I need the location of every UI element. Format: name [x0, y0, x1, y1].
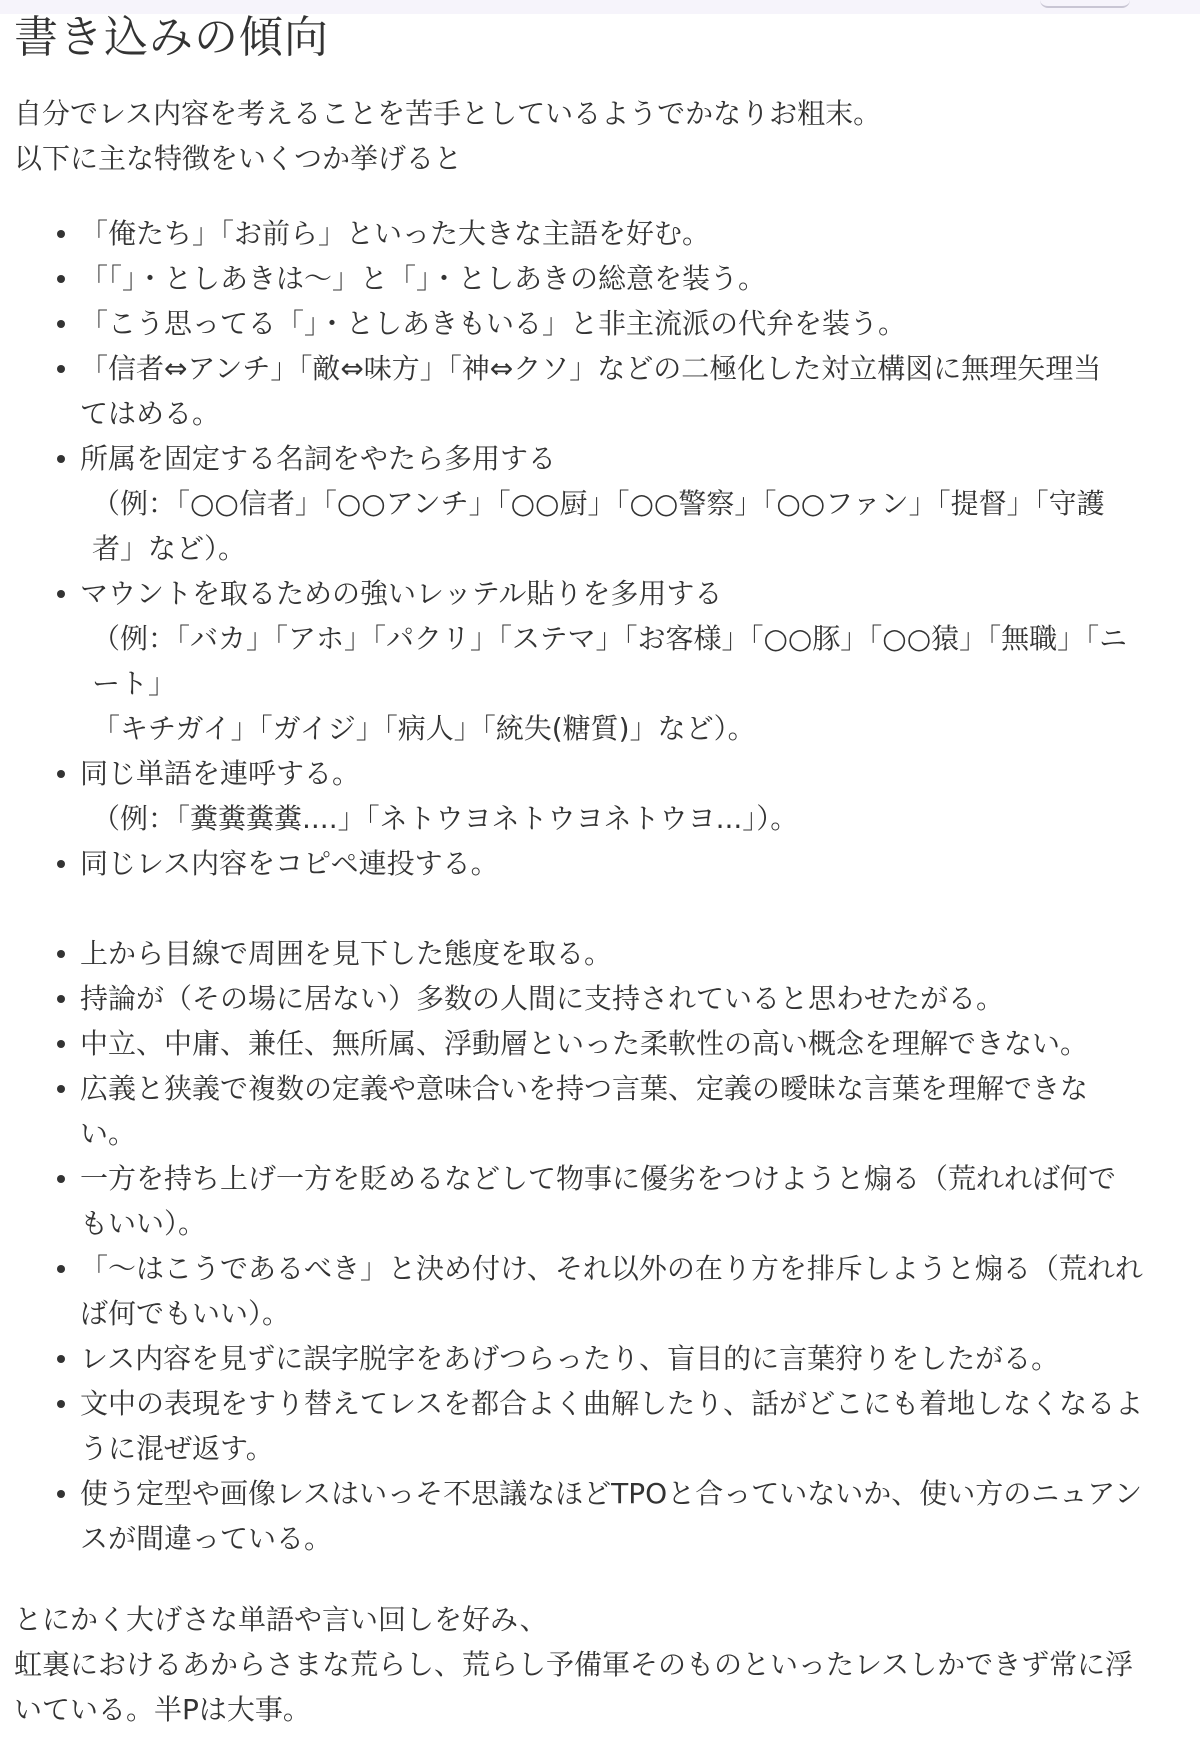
- trait-text: マウントを取るための強いレッテル貼りを多用する: [80, 577, 723, 610]
- outro-paragraph: [14, 1597, 1186, 1732]
- trait-text: 使う定型や画像レスはいっそ不思議なほどTPOと合っていないか、使い方のニュアン: [80, 1477, 1143, 1510]
- trait-item: [14, 346, 1186, 436]
- trait-text: 広義と狭義で複数の定義や意味合いを持つ言葉、定義の曖昧な言葉を理解できな: [80, 1072, 1089, 1105]
- trait-item: [14, 211, 1186, 256]
- trait-text: 一方を持ち上げ一方を貶めるなどして物事に優劣をつけようと煽る（荒れれば何で: [80, 1162, 1117, 1195]
- trait-item: [14, 976, 1186, 1021]
- trait-example: （例：「バカ」「アホ」「パクリ」「ステマ」「お客様」「○○豚」「○○猿」「無職」「ニ: [92, 622, 1128, 655]
- trait-text: うに混ぜ返す。: [80, 1432, 274, 1465]
- outro-line: 虹裏におけるあからさまな荒らし、荒らし予備軍そのものといったレスしかできず常に浮: [14, 1648, 1134, 1681]
- trait-text: 「こう思ってる「」・としあきもいる」と非主流派の代弁を装う。: [80, 307, 907, 340]
- trait-text: 上から目線で周囲を見下した態度を取る。: [80, 937, 613, 970]
- trait-item: [14, 841, 1186, 886]
- outro-line: とにかく大げさな単語や言い回しを好み、: [14, 1603, 548, 1636]
- trait-text: 文中の表現をすり替えてレスを都合よく曲解したり、話がどこにも着地しなくなるよ: [80, 1387, 1144, 1420]
- trait-example: （例：「○○信者」「○○アンチ」「○○厨」「○○警察」「○○ファン」「提督」「守護: [92, 487, 1105, 520]
- traits-list: [14, 211, 1186, 1561]
- trait-item: [14, 436, 1186, 571]
- article: [14, 10, 1186, 1732]
- trait-text: 同じ単語を連呼する。: [80, 757, 361, 790]
- trait-text: ば何でもいい）。: [80, 1297, 291, 1330]
- trait-text: 「〜はこうであるべき」と決め付け、それ以外の在り方を排斥しようと煽る（荒れれ: [80, 1252, 1143, 1285]
- trait-item: [14, 1021, 1186, 1066]
- trait-item: [14, 1246, 1186, 1336]
- trait-item: [14, 1156, 1186, 1246]
- intro-line: 自分でレス内容を考えることを苦手としているようでかなりお粗末。: [14, 97, 882, 130]
- trait-text: てはめる。: [80, 397, 221, 430]
- trait-text: い。: [80, 1117, 137, 1150]
- section-heading: 書き込みの傾向: [14, 12, 329, 63]
- trait-text: 「「」・としあきは〜」と「」・としあきの総意を装う。: [80, 262, 767, 295]
- intro-line: 以下に主な特徴をいくつか挙げると: [14, 142, 463, 175]
- status-edge: [1040, 0, 1130, 8]
- trait-item: [14, 301, 1186, 346]
- trait-item: [14, 256, 1186, 301]
- trait-item: [14, 1381, 1186, 1471]
- trait-text: 同じレス内容をコピペ連投する。: [80, 847, 499, 880]
- trait-item: [14, 1336, 1186, 1381]
- trait-text: 「信者⇔アンチ」「敵⇔味方」「神⇔クソ」などの二極化した対立構図に無理矢理当: [80, 352, 1102, 385]
- trait-text: スが間違っている。: [80, 1522, 333, 1555]
- trait-example: （例：「糞糞糞糞....」「ネトウヨネトウヨネトウヨ...」）。: [92, 802, 799, 835]
- trait-item: [14, 751, 1186, 841]
- trait-text: レス内容を見ずに誤字脱字をあげつらったり、盲目的に言葉狩りをしたがる。: [80, 1342, 1060, 1375]
- trait-example: 者」など）。: [92, 532, 247, 565]
- trait-item: [14, 1066, 1186, 1156]
- trait-text: 中立、中庸、兼任、無所属、浮動層といった柔軟性の高い概念を理解できない。: [80, 1027, 1089, 1060]
- outro-line: いている。半Pは大事。: [14, 1693, 311, 1726]
- trait-text: もいい）。: [80, 1207, 207, 1240]
- trait-item: [14, 931, 1186, 976]
- trait-example: 「キチガイ」「ガイジ」「病人」「統失(糖質)」など）。: [92, 712, 756, 745]
- trait-text: 持論が（その場に居ない）多数の人間に支持されていると思わせたがる。: [80, 982, 1005, 1015]
- trait-example: ート」: [92, 667, 177, 700]
- intro-paragraph: [14, 91, 1186, 181]
- trait-item: [14, 1471, 1186, 1561]
- trait-text: 所属を固定する名詞をやたら多用する: [80, 442, 557, 475]
- trait-text: 「俺たち」「お前ら」といった大きな主語を好む。: [80, 217, 711, 250]
- trait-item: [14, 571, 1186, 751]
